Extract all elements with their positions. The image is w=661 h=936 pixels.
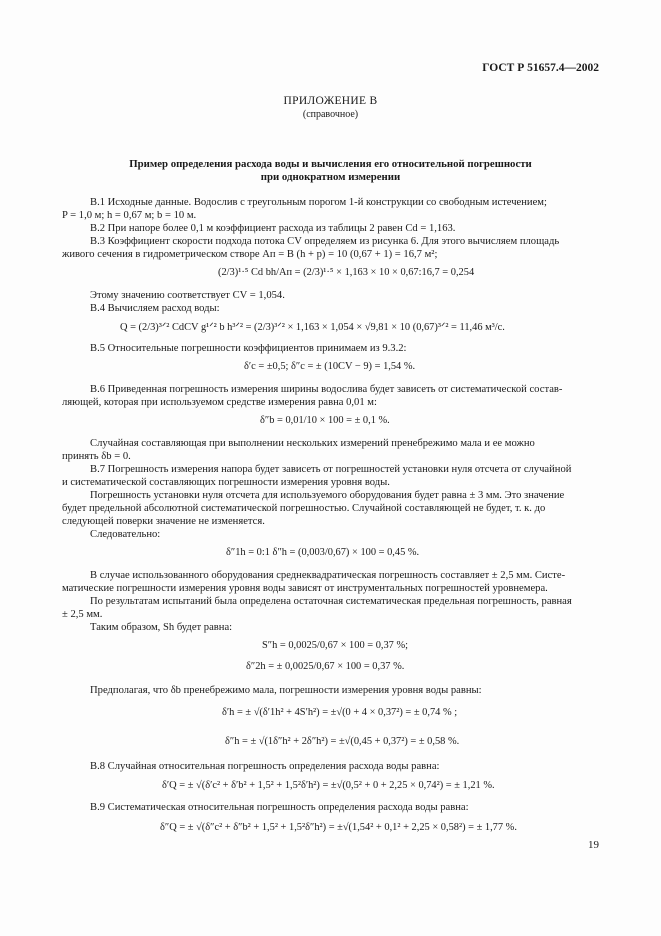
section-heading-line1: Пример определения расхода воды и вычисления его относительной погрешности — [129, 158, 532, 170]
para-used-line1: В случае использованного оборудования среднеквадратическая погрешность составляет ± 2,5 мм. Систе- — [90, 570, 566, 581]
section-heading-line2: при однократном измерении — [260, 171, 401, 183]
formula-f9: δ″h = ± √(1δ″h² + 2δ″h²) = ±√(0,45 + 0,37²) = ± 0,58 %. — [225, 736, 460, 747]
para-b5: В.5 Относительные погрешности коэффициентов принимаем из 9.3.2: — [90, 343, 407, 354]
formula-f8: δ′h = ± √(δ′1h² + 4S′h²) = ±√(0 + 4 × 0,37²) = ± 0,74 % ; — [222, 707, 458, 718]
para-b3-line2: живого сечения в гидрометрическом створе Aп = B (h + p) = 10 (0,67 + 1) = 16,7 м²; — [62, 249, 438, 260]
para-b6-line1: В.6 Приведенная погрешность измерения ширины водослива будет зависеть от систематической состав- — [90, 384, 563, 395]
standard-designation: ГОСТ Р 51657.4—2002 — [482, 62, 599, 74]
formula-f6: S″h = 0,0025/0,67 × 100 = 0,37 %; — [262, 640, 409, 651]
formula-f5: δ″1h = 0:1 δ″h = (0,003/0,67) × 100 = 0,45 %. — [226, 547, 420, 558]
formula-f2: Q = (2/3)³ᐟ² CdCV g¹ᐟ² b h³ᐟ² = (2/3)³ᐟ² × 1,163 × 1,054 × √9,81 × 10 (0,67)³ᐟ² = 11,46 м³/с. — [120, 322, 505, 333]
para-b3-line3: Этому значению соответствует CV = 1,054. — [90, 290, 285, 301]
para-b7-line2: и систематической составляющих погрешности измерения уровня воды. — [62, 477, 390, 488]
para-b3-line1: В.3 Коэффициент скорости подхода потока CV определяем из рисунка 6. Для этого вычисляем площадь — [90, 236, 560, 247]
formula-f3: δ′c = ±0,5; δ″c = ± (10CV − 9) = 1,54 %. — [244, 361, 416, 372]
para-zero-line3: следующей поверки значение не изменяется. — [62, 516, 265, 527]
para-b2: В.2 При напоре более 0,1 м коэффициент расхода из таблицы 2 равен Cd = 1,163. — [90, 223, 456, 234]
formula-f11: δ″Q = ± √(δ″c² + δ″b² + 1,5² + 1,5²δ″h²) = ±√(1,54² + 0,1² + 2,25 × 0,58²) = ± 1,77 %. — [160, 822, 517, 833]
para-b7-line1: В.7 Погрешность измерения напора будет зависеть от погрешностей установки нуля отсчета от случайной — [90, 464, 572, 475]
para-random-line1: Случайная составляющая при выполнении нескольких измерений пренебрежимо мала и ее можно — [90, 438, 535, 449]
formula-f1: (2/3)¹·⁵ Cd bh/Aп = (2/3)¹·⁵ × 1,163 × 10 × 0,67:16,7 = 0,254 — [218, 267, 475, 278]
appendix-title: ПРИЛОЖЕНИЕ В — [283, 95, 378, 107]
para-b4: В.4 Вычисляем расход воды: — [90, 303, 220, 314]
para-tests-line3: Таким образом, Sh будет равна: — [90, 622, 233, 633]
formula-f4: δ″b = 0,01/10 × 100 = ± 0,1 %. — [260, 415, 390, 426]
para-zero-line4: Следовательно: — [90, 529, 161, 540]
formula-f7: δ″2h = ± 0,0025/0,67 × 100 = 0,37 %. — [246, 661, 405, 672]
para-zero-line1: Погрешность установки нуля отсчета для используемого оборудования будет равна ± 3 мм. Это значение — [90, 490, 565, 501]
para-b8: В.8 Случайная относительная погрешность определения расхода воды равна: — [90, 761, 440, 772]
para-zero-line2: будет предельной абсолютной систематической погрешностью. Случайной составляющей не будет, т. к. до — [62, 503, 546, 514]
para-b9: В.9 Систематическая относительная погрешность определения расхода воды равна: — [90, 802, 469, 813]
page-number: 19 — [588, 839, 599, 851]
para-random-line2: принять δb = 0. — [62, 451, 131, 462]
para-b6-line2: ляющей, которая при используемом средстве измерения равна 0,01 м: — [62, 397, 377, 408]
para-b1-line2: P = 1,0 м; h = 0,67 м; b = 10 м. — [62, 210, 197, 221]
para-neglect: Предполагая, что δb пренебрежимо мала, погрешности измерения уровня воды равны: — [90, 685, 482, 696]
para-b1-line1: В.1 Исходные данные. Водослив с треугольным порогом 1-й конструкции со свободным истечением; — [90, 197, 547, 208]
para-tests-line1: По результатам испытаний была определена остаточная систематическая предельная погрешность, равная — [90, 596, 572, 607]
para-used-line2: матические погрешности измерения уровня воды зависят от инструментальных погрешностей уровнемера. — [62, 583, 548, 594]
para-tests-line2: ± 2,5 мм. — [62, 609, 103, 620]
formula-f10: δ′Q = ± √(δ′c² + δ′b² + 1,5² + 1,5²δ′h²) = ±√(0,5² + 0 + 2,25 × 0,74²) = ± 1,21 %. — [162, 780, 495, 791]
appendix-subtitle: (справочное) — [302, 109, 359, 120]
